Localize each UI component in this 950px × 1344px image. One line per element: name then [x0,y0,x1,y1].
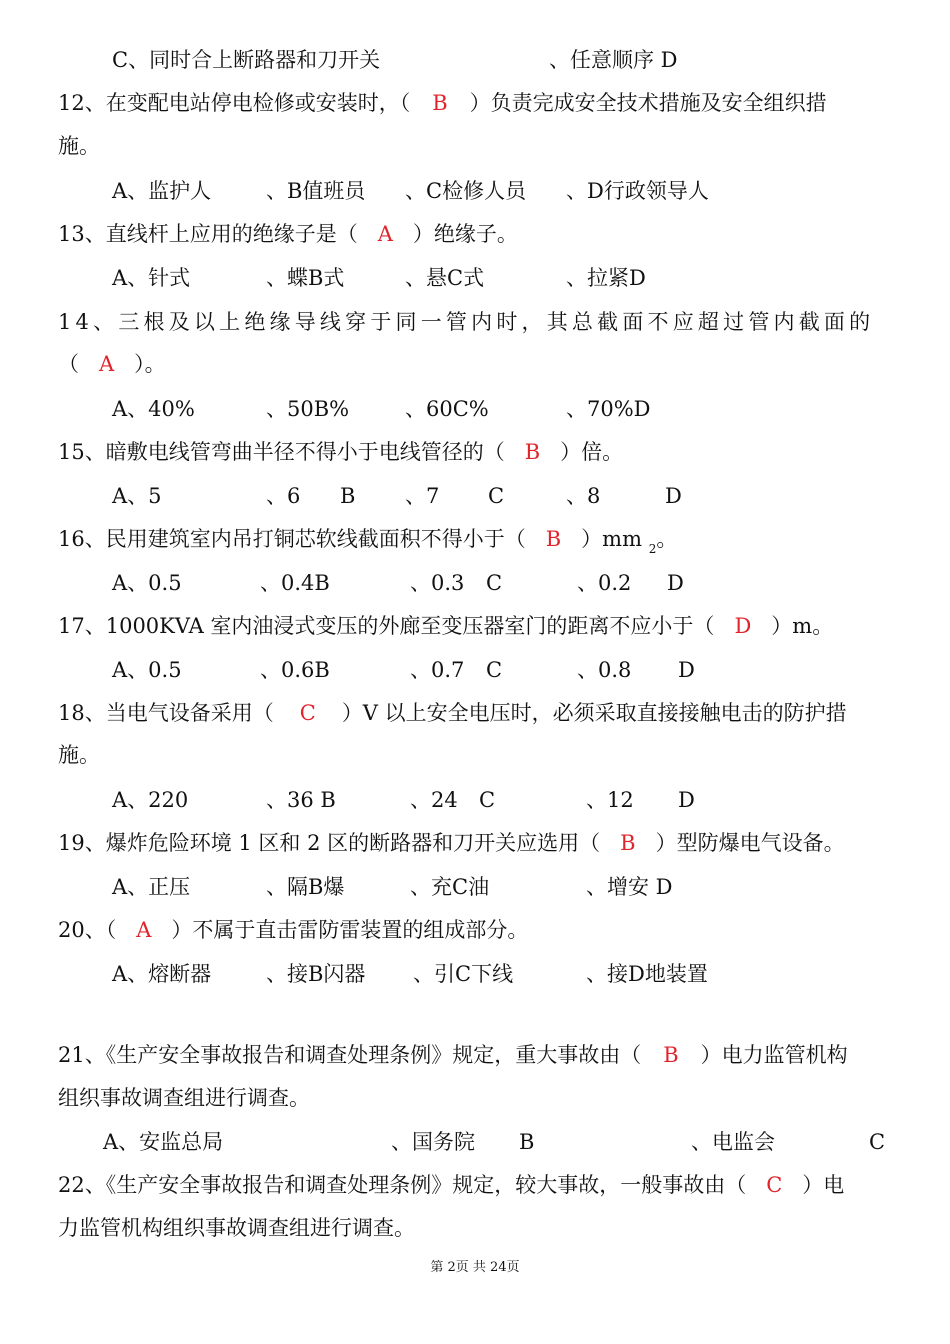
question-text: 17、1000KVA 室内油浸式变压的外廊至变压器室门的距离不应小于（ [58,614,715,638]
option-a: A、40% [112,397,195,421]
option-b: 、36 B [266,788,336,812]
question-text: 。 [656,527,678,551]
question-21-cont: 组织事故调查组进行调查。 [58,1086,310,1110]
question-20 [58,916,528,944]
question-text: ）mm [581,527,642,551]
option-a: A、熔断器 [112,962,212,986]
answer-mark: B [663,1043,679,1067]
option-d: 、8 [566,484,601,508]
answer-mark: A [99,352,115,376]
option-c: 、7 [405,484,440,508]
option-a: A、220 [112,788,189,812]
option-b: 、接B闪器 [266,962,366,986]
option-d: 、0.8 [577,658,632,682]
option-c-letter: C [486,571,503,595]
question-text: ）型防爆电气设备。 [655,831,845,855]
question-16 [58,525,677,556]
question-text: 12、在变配电站停电检修或安装时，（ [58,91,411,115]
question-text: ）绝缘子。 [412,222,518,246]
option-c-letter: C [488,484,505,508]
option-c: 、60C% [405,397,489,421]
option-d: 、拉紧D [566,266,646,290]
option-c: 、引C下线 [413,962,514,986]
question-22 [58,1171,844,1199]
option-a: A、针式 [112,266,191,290]
option-c: 、C检修人员 [405,179,527,203]
option-b: 、50B% [266,397,350,421]
question-text: ）V 以上安全电压时，必须采取直接接触电击的防护措 [341,701,847,725]
question-18-cont: 施。 [58,743,100,767]
superscript-unit: 2 [648,542,657,556]
option-d: 、0.2 [577,571,632,595]
option-b: 、蝶B式 [266,266,345,290]
option-a: A、0.5 [112,571,182,595]
question-text: ）电力监管机构 [700,1043,848,1067]
option-d: 、接D地装置 [586,962,708,986]
option-d: 、任意顺序 D [549,48,678,72]
option-b-letter: B [340,484,356,508]
option-a: A、0.5 [112,658,182,682]
question-21 [58,1041,848,1069]
option-c: C、同时合上断路器和刀开关 [112,48,381,72]
option-d-letter: D [678,788,695,812]
question-15 [58,438,623,466]
option-b: 、6 [266,484,301,508]
option-c: 、0.3 [410,571,465,595]
option-a: A、正压 [112,875,191,899]
option-a: A、5 [112,484,162,508]
option-d: 、D行政领导人 [566,179,709,203]
answer-mark: A [377,222,393,246]
question-12-cont: 施。 [58,134,100,158]
question-12 [58,89,827,117]
question-text: ）负责完成安全技术措施及安全组织措 [469,91,827,115]
answer-mark: B [545,527,562,551]
option-b: 、B值班员 [266,179,366,203]
option-d: 、12 [586,788,634,812]
option-b-letter: B [519,1130,535,1154]
question-22-cont: 力监管机构组织事故调查组进行调查。 [58,1216,415,1240]
question-14-cont [58,350,166,378]
question-14: 14、三根及以上绝缘导线穿于同一管内时，其总截面不应超过管内截面的 [58,310,875,334]
option-b: 、0.6B [260,658,330,682]
option-c: 、电监会 [691,1130,775,1154]
option-b: 、国务院 [391,1130,475,1154]
answer-mark: B [432,91,448,115]
option-d: 、增安 D [586,875,673,899]
question-text: ）电 [802,1173,845,1197]
question-19 [58,829,845,857]
question-17 [58,612,833,640]
option-d-letter: D [678,658,695,682]
option-c-letter: C [486,658,503,682]
question-text: 19、爆炸危险环境 1 区和 2 区的断路器和刀开关应选用（ [58,831,601,855]
answer-mark: C [299,701,316,725]
question-text: ）不属于直击雷防雷装置的组成部分。 [171,918,529,942]
option-c-letter: C [869,1130,886,1154]
question-13 [58,220,518,248]
question-text: ）。 [134,352,166,376]
question-text: 20、（ [58,918,117,942]
option-a: A、安监总局 [103,1130,224,1154]
question-text: 13、直线杆上应用的绝缘子是（ [58,222,358,246]
option-c-letter: C [479,788,496,812]
option-b: 、隔B爆 [266,875,345,899]
question-text: ）倍。 [560,440,624,464]
question-text: 16、民用建筑室内吊打铜芯软线截面积不得小于（ [58,527,526,551]
question-text: 18、当电气设备采用（ [58,701,274,725]
answer-mark: A [136,918,152,942]
question-text: ）m。 [771,614,834,638]
question-text: 22、《生产安全事故报告和调查处理条例》规定，较大事故，一般事故由（ [58,1173,747,1197]
option-c: 、悬C式 [405,266,485,290]
answer-mark: D [734,614,752,638]
question-18 [58,699,847,727]
option-c: 、0.7 [410,658,465,682]
option-b: 、0.4B [260,571,330,595]
option-a: A、监护人 [112,179,212,203]
option-d: 、70%D [566,397,651,421]
question-text: 21、《生产安全事故报告和调查处理条例》规定，重大事故由（ [58,1043,642,1067]
page-footer: 第 2页 共 24页 [430,1260,520,1275]
question-text: （ [58,352,79,376]
option-d-letter: D [667,571,684,595]
answer-mark: B [524,440,541,464]
option-c: 、充C油 [410,875,490,899]
question-text: 15、暗敷电线管弯曲半径不得小于电线管径的（ [58,440,505,464]
option-d-letter: D [665,484,682,508]
answer-mark: B [620,831,636,855]
option-c: 、24 [410,788,458,812]
answer-mark: C [766,1173,783,1197]
